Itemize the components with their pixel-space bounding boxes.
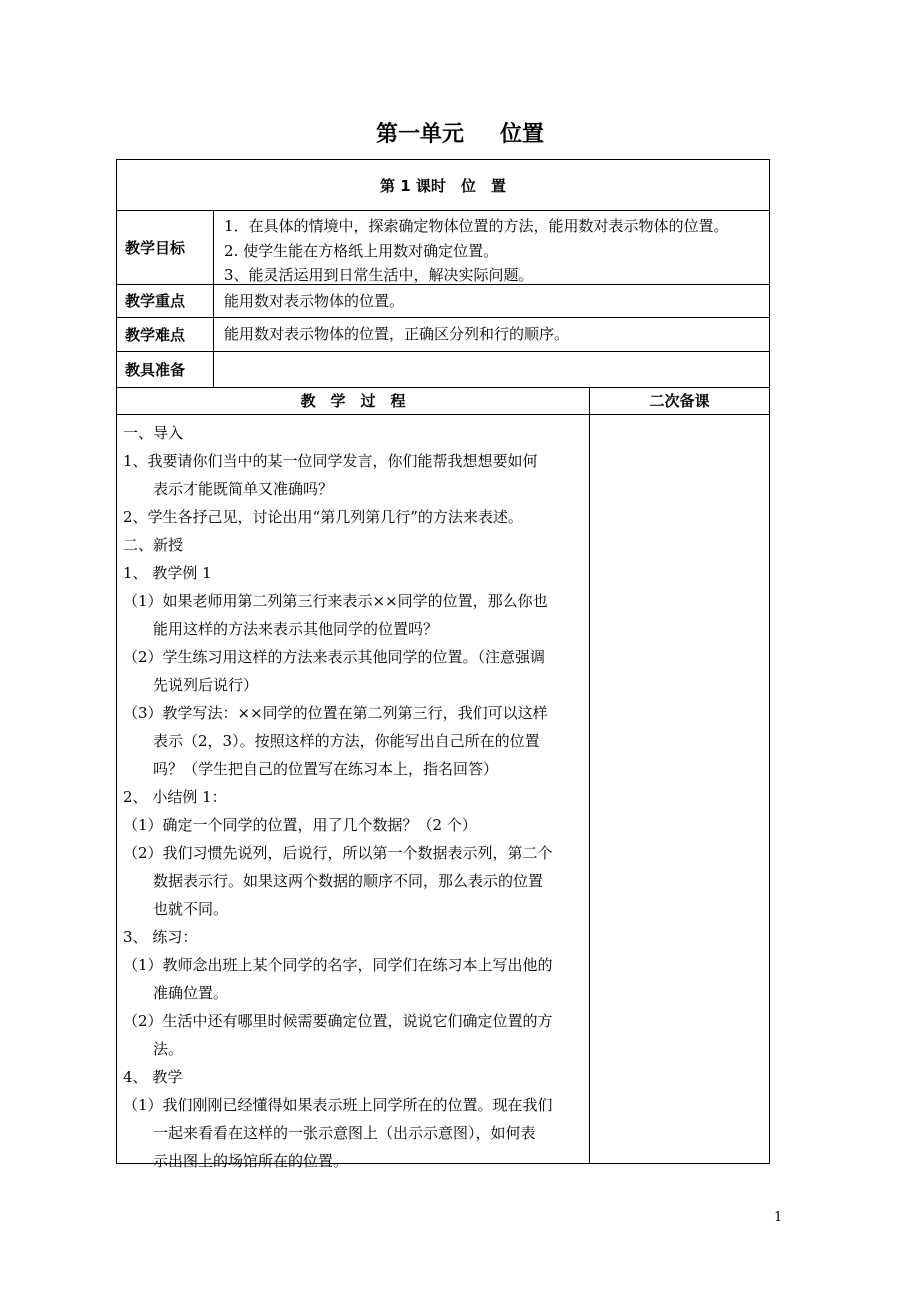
process-line: 2、学生各抒己见，讨论出用“第几列第几行”的方法来表述。	[123, 508, 523, 526]
process-line: 表示（2，3）。按照这样的方法，你能写出自己所在的位置	[153, 732, 540, 750]
page-number: 1	[774, 1210, 783, 1225]
process-line: 吗？（学生把自己的位置写在练习本上，指名回答）	[153, 760, 499, 778]
key-point-label: 教学重点	[125, 292, 186, 310]
process-content	[117, 415, 589, 1175]
process-line: （1）确定一个同学的位置，用了几个数据？（2 个）	[123, 816, 477, 834]
lesson-plan-table	[116, 159, 770, 1170]
materials-text	[214, 351, 769, 387]
page-title: 第一单元 位置	[375, 122, 545, 147]
process-line: （1）教师念出班上某个同学的名字，同学们在练习本上写出他的	[123, 956, 553, 974]
key-point-text: 能用数对表示物体的位置。	[224, 291, 405, 310]
objective-item: 3、能灵活运用到日常生活中，解决实际问题。	[224, 266, 534, 284]
notes-header: 二次备课	[649, 392, 710, 410]
process-line: 2、 小结例 1：	[123, 788, 227, 806]
process-line: 4、 教学	[123, 1068, 183, 1086]
process-line: 二、新授	[123, 536, 184, 554]
notes-area	[590, 415, 769, 1163]
materials-label: 教具准备	[125, 360, 186, 379]
objectives-label: 教学目标	[125, 238, 186, 257]
process-line: （3）教学写法：××同学的位置在第二列第三行，我们可以这样	[123, 704, 548, 722]
objectives-list	[214, 210, 774, 288]
process-line: 也就不同。	[153, 900, 229, 918]
process-line: 法。	[153, 1040, 184, 1058]
process-line: （2）我们习惯先说列，后说行，所以第一个数据表示列，第二个	[123, 844, 553, 862]
process-line: 一、导入	[123, 424, 184, 442]
lesson-title: 第 1 课时 位 置	[380, 176, 506, 195]
process-line: 能用这样的方法来表示其他同学的位置吗？	[153, 620, 439, 638]
objective-item: 2. 使学生能在方格纸上用数对确定位置。	[224, 241, 499, 260]
process-line: 数据表示行。如果这两个数据的顺序不同，那么表示的位置	[153, 872, 544, 890]
process-line: 1、我要请你们当中的某一位同学发言，你们能帮我想想要如何	[123, 452, 538, 470]
difficulty-label: 教学难点	[125, 325, 186, 344]
process-line: 1、 教学例 1	[123, 564, 212, 582]
process-line: 准确位置。	[153, 984, 229, 1002]
difficulty-text: 能用数对表示物体的位置，正确区分列和行的顺序。	[224, 325, 570, 343]
process-line: 3、 练习：	[123, 928, 198, 946]
process-line: （2）学生练习用这样的方法来表示其他同学的位置。（注意强调	[123, 648, 546, 666]
process-line: 一起来看看在这样的一张示意图上（出示示意图），如何表	[153, 1124, 536, 1142]
process-line: 示出图上的场馆所在的位置。	[153, 1152, 349, 1170]
process-line: （1）我们刚刚已经懂得如果表示班上同学所在的位置。现在我们	[123, 1096, 553, 1114]
process-header: 教 学 过 程	[300, 392, 406, 410]
process-line: 表示才能既简单又准确吗？	[153, 480, 334, 498]
process-line: （1）如果老师用第二列第三行来表示××同学的位置，那么你也	[123, 592, 548, 610]
process-line: 先说列后说行）	[153, 676, 259, 694]
process-line: （2）生活中还有哪里时候需要确定位置，说说它们确定位置的方	[123, 1012, 553, 1030]
objective-item: 1．在具体的情境中，探索确定物体位置的方法，能用数对表示物体的位置。	[224, 217, 729, 235]
